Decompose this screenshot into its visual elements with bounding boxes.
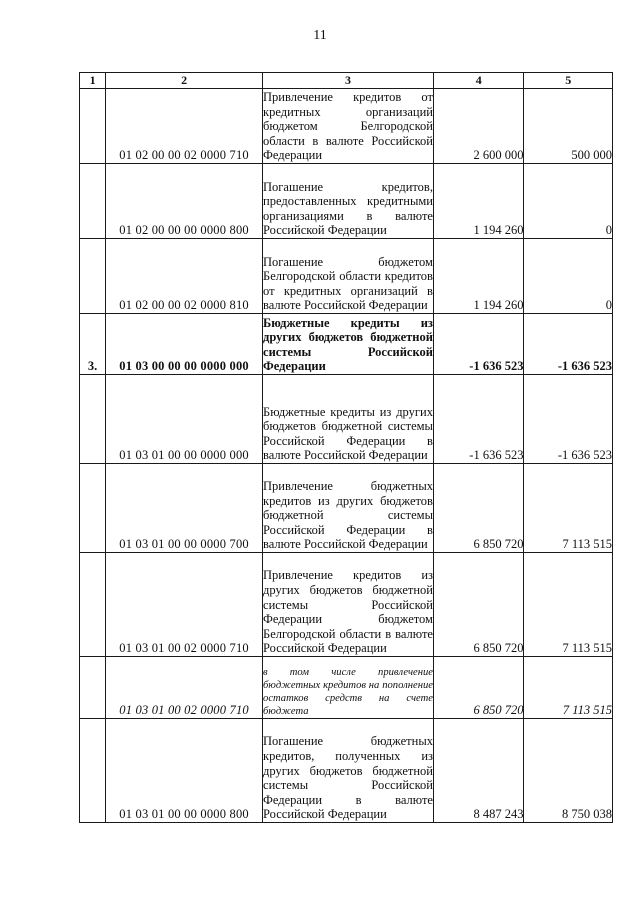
row-number-cell	[80, 553, 106, 657]
budget-code-cell: 01 03 01 00 02 0000 710	[106, 657, 263, 719]
page-number: 11	[313, 28, 327, 43]
amount-col4-cell: 6 850 720	[433, 464, 524, 553]
row-number-cell	[80, 657, 106, 719]
row-number-cell	[80, 89, 106, 164]
description-cell: Привлечение кредитов из других бюджетов бюджетной системы Российской Федерации бюджетом Белгородской области в валюте Российской Федерации	[263, 553, 434, 657]
amount-col4-cell: -1 636 523	[433, 314, 524, 375]
row-number-cell	[80, 375, 106, 464]
budget-code-cell: 01 02 00 00 02 0000 710	[106, 89, 263, 164]
table-row	[80, 719, 613, 823]
row-number-cell	[80, 464, 106, 553]
table-row	[80, 164, 613, 239]
budget-code-cell: 01 03 01 00 00 0000 700	[106, 464, 263, 553]
amount-col4-cell: 6 850 720	[433, 657, 524, 719]
amount-col5-cell: 500 000	[524, 89, 613, 164]
description-cell: Бюджетные кредиты из других бюджетов бюджетной системы Российской Федерации	[263, 314, 434, 375]
amount-col5-cell: 7 113 515	[524, 464, 613, 553]
table-row	[80, 239, 613, 314]
budget-code-cell: 01 03 01 00 00 0000 000	[106, 375, 263, 464]
budget-code-cell: 01 03 00 00 00 0000 000	[106, 314, 263, 375]
row-number-cell	[80, 239, 106, 314]
amount-col4-cell: 8 487 243	[433, 719, 524, 823]
row-number-cell: 3.	[80, 314, 106, 375]
budget-code-cell: 01 02 00 00 02 0000 810	[106, 239, 263, 314]
description-cell: Привлечение бюджетных кредитов из других бюджетов бюджетной системы Российской Федерации в валюте Российской Федерации	[263, 464, 434, 553]
budget-code-cell: 01 03 01 00 00 0000 800	[106, 719, 263, 823]
budget-code-cell: 01 03 01 00 02 0000 710	[106, 553, 263, 657]
amount-col5-cell: 8 750 038	[524, 719, 613, 823]
amount-col5-cell: 7 113 515	[524, 553, 613, 657]
description-cell: в том числе привлечение бюджетных кредитов на пополнение остатков средств на счете бюджета	[263, 657, 434, 719]
amount-col4-cell: 1 194 260	[433, 164, 524, 239]
amount-col4-cell: -1 636 523	[433, 375, 524, 464]
budget-code-cell: 01 02 00 00 00 0000 800	[106, 164, 263, 239]
header-col-3: 3	[263, 73, 434, 89]
description-cell: Погашение кредитов, предоставленных кредитными организациями в валюте Российской Федерации	[263, 164, 434, 239]
table-header-row	[80, 73, 613, 89]
amount-col4-cell: 6 850 720	[433, 553, 524, 657]
header-col-1: 1	[80, 73, 106, 89]
header-col-2: 2	[106, 73, 263, 89]
header-col-5: 5	[524, 73, 613, 89]
table-row	[80, 314, 613, 375]
amount-col5-cell: 0	[524, 239, 613, 314]
table-row	[80, 375, 613, 464]
amount-col5-cell: -1 636 523	[524, 375, 613, 464]
table-row	[80, 657, 613, 719]
budget-sources-table	[79, 72, 613, 823]
table-row	[80, 553, 613, 657]
description-cell: Погашение бюджетных кредитов, полученных из других бюджетов бюджетной системы Российской Федерации в валюте Российской Федерации	[263, 719, 434, 823]
amount-col5-cell: 7 113 515	[524, 657, 613, 719]
row-number-cell	[80, 719, 106, 823]
amount-col4-cell: 2 600 000	[433, 89, 524, 164]
amount-col5-cell: -1 636 523	[524, 314, 613, 375]
table-row	[80, 464, 613, 553]
amount-col5-cell: 0	[524, 164, 613, 239]
description-cell: Погашение бюджетом Белгородской области кредитов от кредитных организаций в валюте Российской Федерации	[263, 239, 434, 314]
table-row	[80, 89, 613, 164]
header-col-4: 4	[433, 73, 524, 89]
description-cell: Привлечение кредитов от кредитных организаций бюджетом Белгородской области в валюте Российской Федерации	[263, 90, 433, 163]
description-cell: Бюджетные кредиты из других бюджетов бюджетной системы Российской Федерации в валюте Российской Федерации	[263, 375, 434, 464]
amount-col4-cell: 1 194 260	[433, 239, 524, 314]
row-number-cell	[80, 164, 106, 239]
